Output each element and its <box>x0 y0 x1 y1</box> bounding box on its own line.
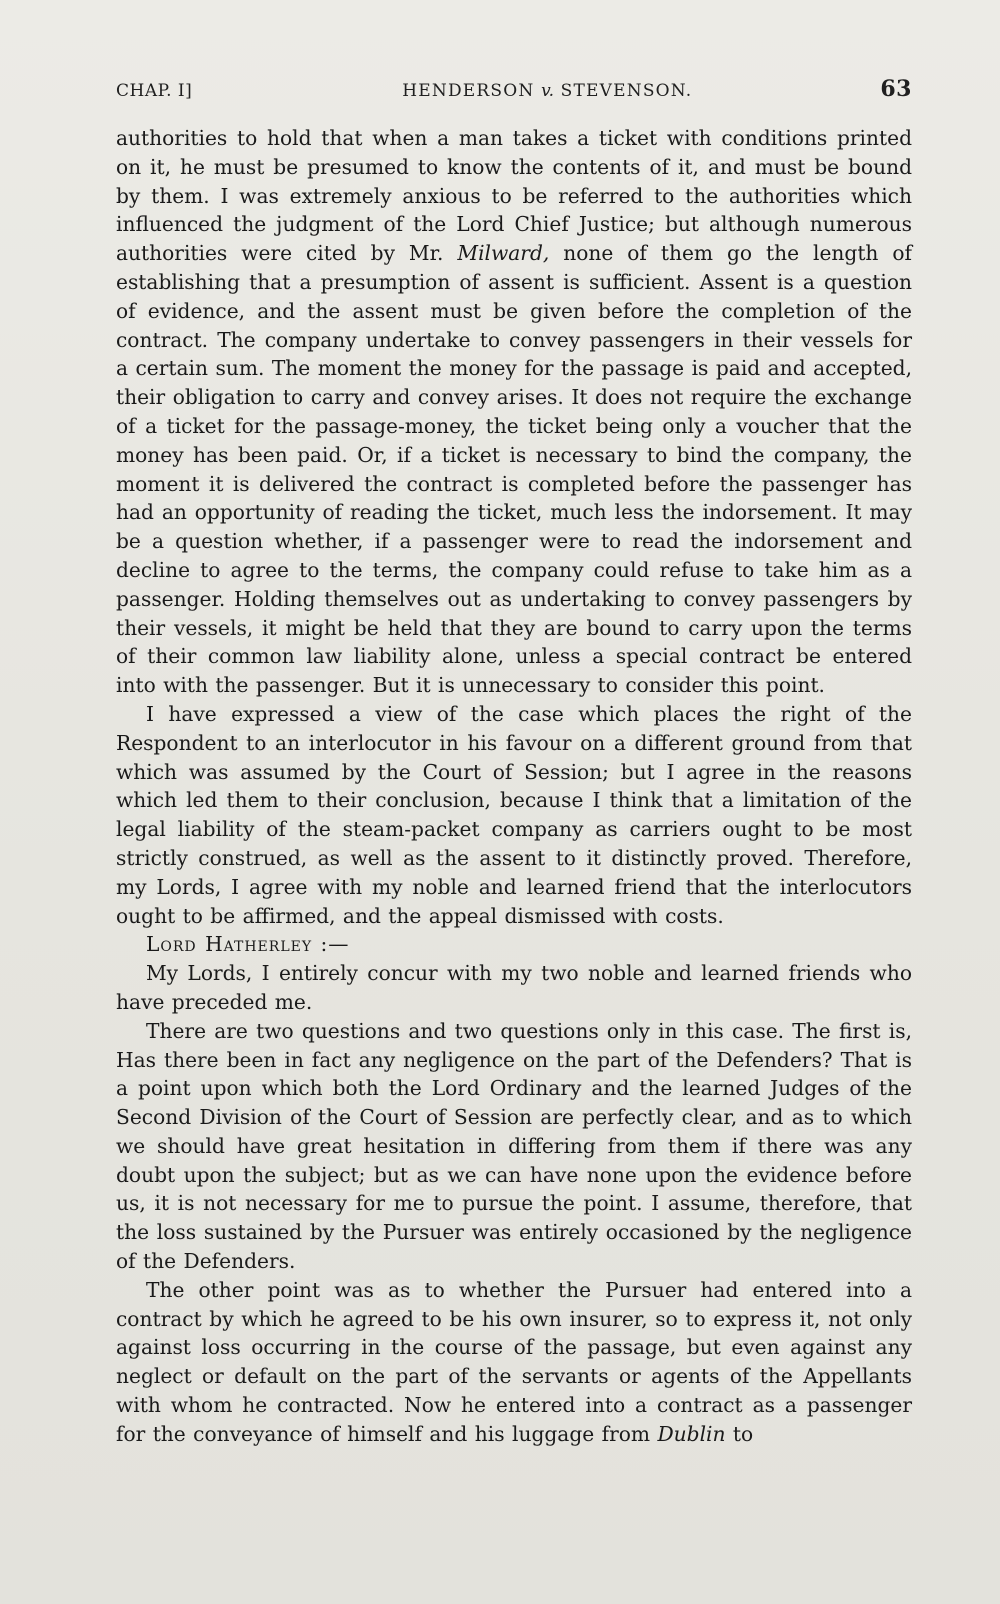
counsel-name: Milward, <box>457 241 550 266</box>
chapter-label: CHAP. I] <box>116 81 193 101</box>
case-title <box>402 81 692 101</box>
paragraph-4: There are two questions and two questions only in this case. The first is, Has there been in fact any negligence on the part of the Defenders? That is a point upon which both the Lord Ordinary and the learned Judges of the Second Division of the Court of Session are perfectly clear, and as to which we should have great hesitation in differing from them if there was any doubt upon the subject; but as we can have none upon the evidence before us, it is not necessary for me to pursue the point. I assume, therefore, that the loss sustained by the Pursuer was entirely occasioned by the negligence of the Defenders. <box>116 1018 912 1274</box>
paragraph-1-part-a: authorities to hold that when a man takes a ticket with conditions printed on it, he must be presumed to know the contents of it, and must be bound by them. I was extremely anxious to be referred to the authorities which influenced the judgment of the Lord Chief Justice; but although numerous authorities were cited by Mr. <box>116 126 912 266</box>
paragraph-1-part-b: none of them go the length of establishing that a presumption of assent is sufficient. Assent is a question of evidence, and the assent must be given before the completion of the contract. The company undertake to convey passengers in their vessels for a certain sum. The moment the money for the passage is paid and accepted, their obligation to carry and convey arises. It does not require the exchange of a ticket for the passage-money, the ticket being only a voucher that the money has been paid. Or, if a ticket is necessary to bind the company, the moment it is delivered the contract is completed before the passenger has had an opportunity of reading the ticket, much less the indorsement. It may be a question whether, if a passenger were to read the indorsement and decline to agree to the terms, the company could refuse to take him as a passenger. Holding themselves out as undertaking to convey passengers by their vessels, it might be held that they are bound to carry upon the terms of their common law liability alone, unless a special contract be entered into with the passenger. But it is unnecessary to consider this point. <box>116 241 913 698</box>
place-name: Dublin <box>657 1421 726 1446</box>
paragraph-3: My Lords, I entirely concur with my two noble and learned friends who have preceded me. <box>116 961 912 1014</box>
case-party-2: STEVENSON. <box>560 81 693 101</box>
paragraph-5-part-b: to <box>725 1421 754 1446</box>
running-header <box>116 76 912 116</box>
paragraph-continuation <box>116 124 912 700</box>
paragraph-2: I have expressed a view of the case which places the right of the Respondent to an interlocutor in his favour on a different ground from that which was assumed by the Court of Session; but I agree in the reasons which led them to their conclusion, because I think that a limitation of the legal liability of the steam-packet company as carriers ought to be most strictly construed, as well as the assent to it distinctly proved. Therefore, my Lords, I agree with my noble and learned friend that the interlocutors ought to be affirmed, and the appeal dismissed with costs. <box>116 701 912 928</box>
paragraph-5 <box>116 1276 912 1449</box>
paragraph-5-part-a: The other point was as to whether the Pursuer had entered into a contract by which he agreed to be his own insurer, so to express it, not only against loss occurring in the course of the passage, but even against any neglect or default on the part of the servants or agents of the Appellants with whom he contracted. Now he entered into a contract as a passenger for the conveyance of himself and his luggage from <box>116 1277 912 1446</box>
page-number: 63 <box>880 76 912 102</box>
case-party-1: HENDERSON <box>402 81 535 101</box>
versus-label: v. <box>541 81 555 101</box>
body-text <box>116 124 912 1449</box>
speaker-heading: Lord Hatherley :— <box>146 932 350 957</box>
